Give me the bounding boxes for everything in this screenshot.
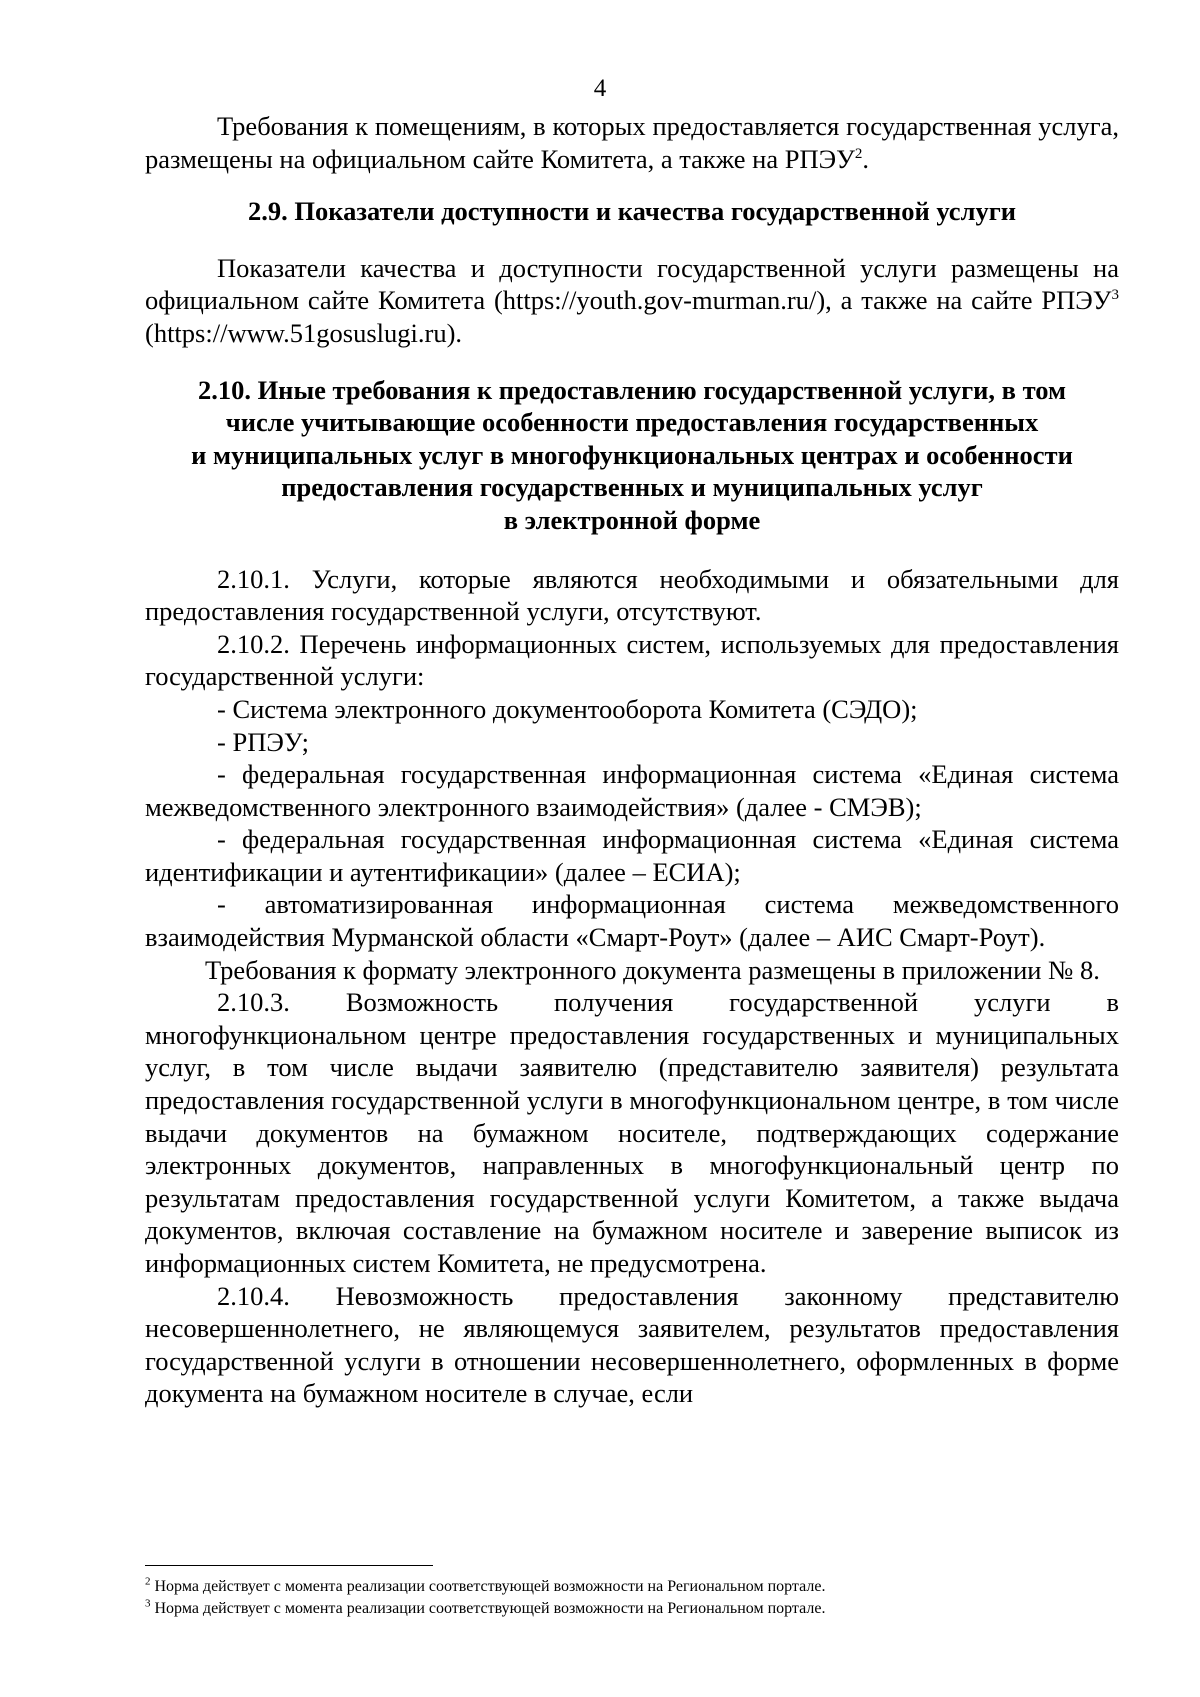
section-2-9-text: Показатели качества и доступности государственной услуги размещены на официальном сайте Комитета (https://youth.gov-murman.ru/), а также на сайте РПЭУ (145, 252, 1119, 316)
footnote-3 (145, 1598, 1119, 1620)
paragraph-2-10-2: 2.10.2. Перечень информационных систем, используемых для предоставления государственной услуги: (145, 628, 1119, 692)
page-number: 4 (593, 75, 607, 102)
footnote-number: 2 (145, 1575, 151, 1588)
footnote-ref-2: 2 (854, 145, 863, 162)
paragraph-format-requirements: Требования к формату электронного документа размещены в приложении № 8. (205, 954, 1100, 985)
section-2-9-heading: 2.9. Показатели доступности и качества государственной услуги (247, 196, 1016, 227)
intro-paragraph (145, 110, 1119, 175)
list-item-esia: - федеральная государственная информационная система «Единая система идентификации и аутентификации» (далее – ЕСИА); (145, 824, 1119, 887)
footnote-number: 3 (145, 1597, 151, 1610)
section-2-9-text-tail: (https://www.51gosuslugi.ru). (145, 317, 463, 348)
heading-line: и муниципальных услуг в многофункциональных центрах и особенности (191, 439, 1073, 470)
heading-line: числе учитывающие особенности предоставления государственных (225, 407, 1039, 438)
paragraph-2-10-4: 2.10.4. Невозможность предоставления законному представителю несовершеннолетнего, не являющемуся заявителем, результатов предоставления государственной услуги в отношении несовершеннолетнего, оформленных в форме документа на бумажном носителе в случае, если (145, 1280, 1119, 1409)
footnote-2 (145, 1576, 1119, 1598)
list-item-smev: - федеральная государственная информационная система «Единая система межведомственного электронного взаимодействия» (далее - СМЭВ); (145, 759, 1119, 822)
paragraph-2-10-1: 2.10.1. Услуги, которые являются необходимыми и обязательными для предоставления государственной услуги, отсутствуют. (145, 563, 1119, 627)
footnote-text: Норма действует с момента реализации соответствующей возможности на Региональном портале. (150, 1600, 826, 1617)
list-item-sedo: - Система электронного документооборота Комитета (СЭДО); (217, 693, 918, 724)
section-2-9-paragraph (145, 252, 1119, 350)
heading-line: предоставления государственных и муниципальных услуг (281, 472, 983, 503)
footnotes (145, 1576, 1119, 1620)
footnote-divider (145, 1565, 433, 1566)
footnote-text: Норма действует с момента реализации соответствующей возможности на Региональном портале. (150, 1578, 826, 1595)
intro-tail: . (862, 143, 869, 174)
intro-text: Требования к помещениям, в которых предоставляется государственная услуга, размещены на официальном сайте Комитета, а также на РПЭУ (145, 111, 1119, 174)
list-item-ais-smart-rout: - автоматизированная информационная система межведомственного взаимодействия Мурманской области «Смарт-Роут» (далее – АИС Смарт-Роут). (145, 889, 1119, 953)
heading-line: в электронной форме (503, 504, 761, 535)
paragraph-2-10-3: 2.10.3. Возможность получения государственной услуги в многофункциональном центре предоставления государственных и муниципальных услуг, в том числе выдачи заявителю (представителю заявителя) результата предоставления государственной услуги в многофункциональном центре, в том числе выдачи документов на бумажном носителе, подтверждающих содержание электронных документов, направленных в многофункциональный центр по результатам предоставления государственной услуги Комитетом, а также выдача документов, включая составление на бумажном носителе и заверение выписок из информационных систем Комитета, не предусмотрена. (145, 987, 1119, 1278)
footnote-ref-3: 3 (1111, 287, 1119, 304)
page-content (145, 110, 1119, 1410)
list-item-rpeu: - РПЭУ; (217, 726, 309, 757)
heading-line: 2.10. Иные требования к предоставлению государственной услуги, в том (197, 374, 1067, 405)
section-2-10-heading (145, 374, 1119, 537)
